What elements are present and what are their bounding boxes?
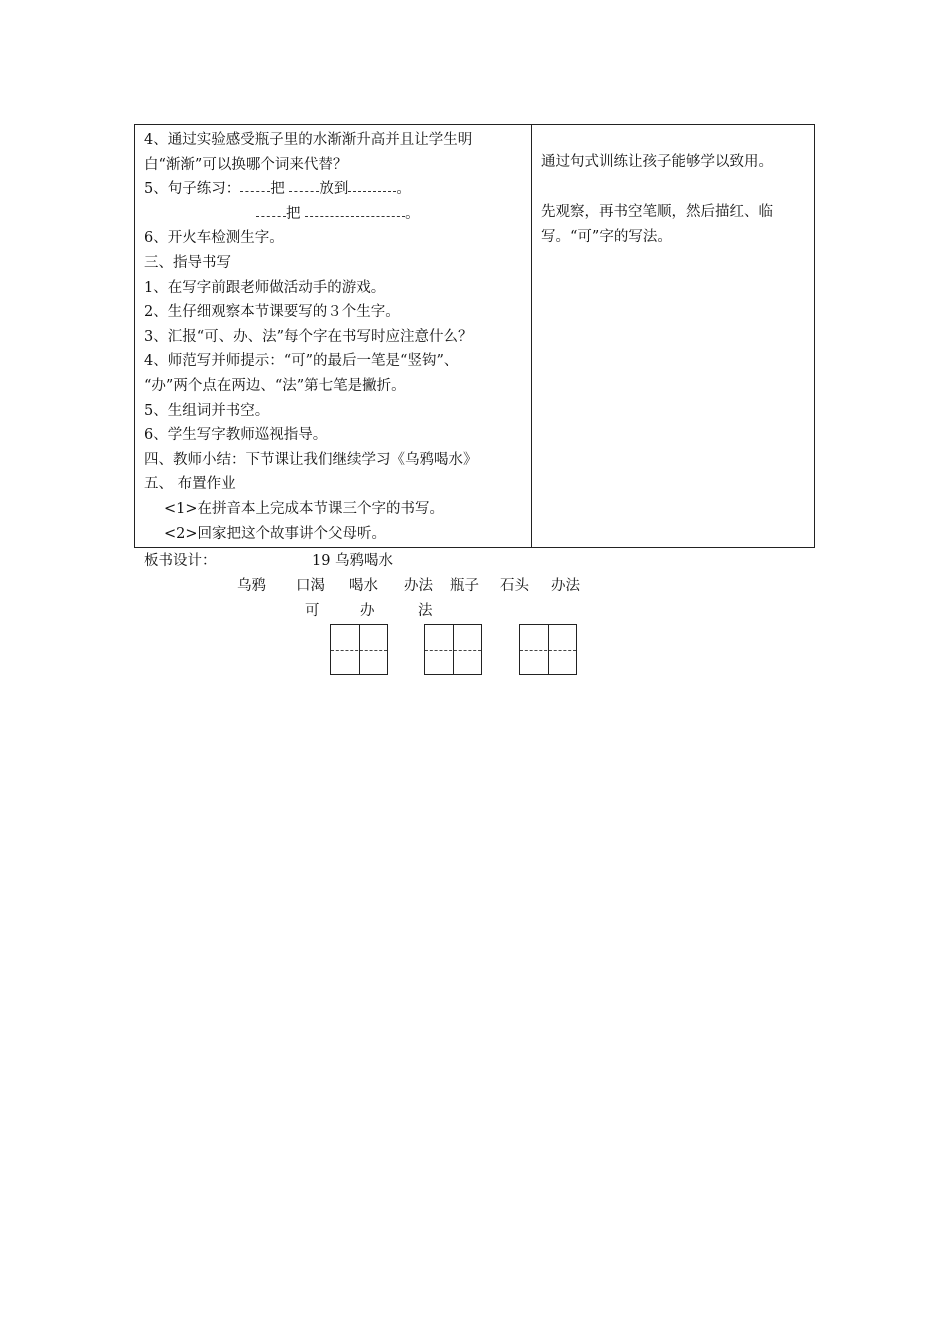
board-char: 法 <box>418 603 433 619</box>
sentence-exercise-line-2 <box>144 202 528 227</box>
step-line: 1、在写字前跟老师做活动手的游戏。 <box>144 279 386 296</box>
fill-blank <box>305 204 405 217</box>
column-divider <box>531 125 532 547</box>
board-word: 办法 <box>551 578 580 594</box>
writing-grid-box <box>330 624 388 675</box>
board-word: 口渴 <box>296 578 325 594</box>
board-char: 办 <box>360 603 375 619</box>
writing-grid-box <box>424 624 482 675</box>
section-heading: 三、指导书写 <box>144 254 231 271</box>
board-word: 喝水 <box>349 578 378 594</box>
step-line: 2、生仔细观察本节课要写的３个生字。 <box>144 304 400 321</box>
board-word: 办法 <box>404 578 433 594</box>
board-design-label: 板书设计： <box>144 553 217 569</box>
sentence-exercise-line-1 <box>144 177 528 202</box>
board-word: 乌鸦 <box>237 578 266 594</box>
period: 。 <box>396 181 411 198</box>
ba-word: 把 <box>286 205 301 222</box>
step-line: 4、师范写并师提示：“可”的最后一笔是“竖钩”、 <box>144 353 459 370</box>
period: 。 <box>405 205 420 222</box>
step-line: 6、学生写字教师巡视指导。 <box>144 427 328 444</box>
step-line: 白“渐渐”可以换哪个词来代替？ <box>144 156 348 173</box>
board-word: 瓶子 <box>450 578 479 594</box>
board-word: 石头 <box>500 578 529 594</box>
lesson-plan-table <box>134 124 815 548</box>
teaching-steps-column <box>144 128 528 546</box>
step-line: 6、开火车检测生字。 <box>144 230 284 247</box>
step-line: 4、通过实验感受瓶子里的水渐渐升高并且让学生明 <box>144 132 473 148</box>
homework-item: <2>回家把这个故事讲个父母听。 <box>164 525 387 542</box>
step-line: 3、汇报“可、办、法”每个字在书写时应注意什么？ <box>144 328 473 345</box>
homework-item: <1>在拼音本上完成本节课三个字的书写。 <box>164 500 445 517</box>
design-note: 先观察，再书空笔顺，然后描红、临写。“可”字的写法。 <box>541 204 773 245</box>
fill-blank <box>348 179 396 192</box>
fang-dao-word: 放到 <box>319 181 349 198</box>
fill-blank <box>289 179 319 192</box>
fill-blank <box>256 204 286 217</box>
section-heading: 五、 布置作业 <box>144 476 236 493</box>
design-note: 通过句式训练让孩子能够学以致用。 <box>541 154 773 170</box>
ba-word: 把 <box>270 181 285 198</box>
step-line: “办”两个点在两边、“法”第七笔是撇折。 <box>144 377 406 394</box>
board-char: 可 <box>305 603 320 619</box>
section-heading: 四、教师小结：下节课让我们继续学习《乌鸦喝水》 <box>144 451 478 468</box>
board-design-title: 19 乌鸦喝水 <box>312 553 394 569</box>
step-line: 5、生组词并书空。 <box>144 402 270 419</box>
sentence-exercise-prefix: 5、句子练习： <box>144 181 241 198</box>
fill-blank <box>240 179 270 192</box>
writing-grid-box <box>519 624 577 675</box>
